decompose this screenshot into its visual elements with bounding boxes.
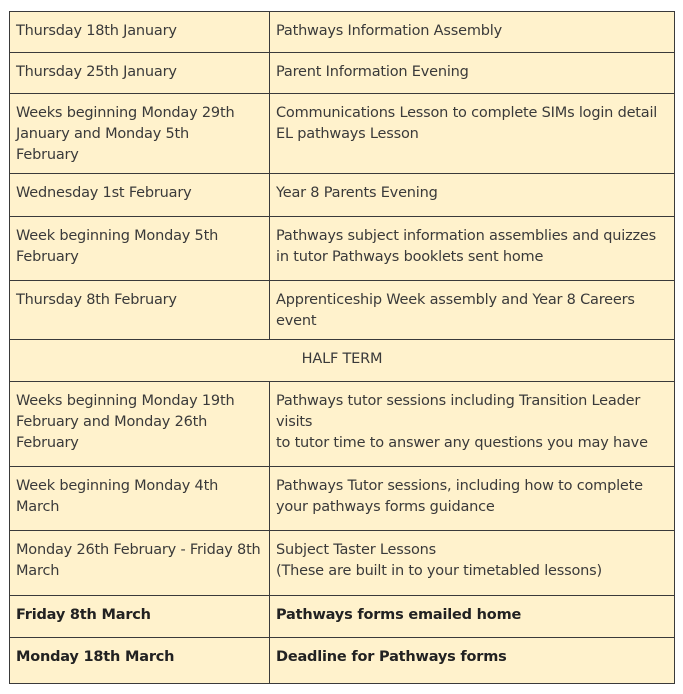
event-cell: Communications Lesson to complete SIMs login detail EL pathways Lesson: [270, 94, 675, 174]
event-cell: Parent Information Evening: [270, 53, 675, 94]
date-cell: Weeks beginning Monday 29th January and Monday 5th February: [10, 94, 270, 174]
table-row: [10, 94, 675, 174]
half-term-label: HALF TERM: [10, 340, 675, 382]
table-row: [10, 596, 675, 638]
event-cell: Pathways tutor sessions including Transition Leader visits to tutor time to answer any questions you may have: [270, 382, 675, 467]
date-cell: Friday 8th March: [10, 596, 270, 638]
date-cell: Week beginning Monday 4th March: [10, 467, 270, 531]
date-cell: Weeks beginning Monday 19th February and Monday 26th February: [10, 382, 270, 467]
event-cell: Year 8 Parents Evening: [270, 174, 675, 217]
date-cell: Wednesday 1st February: [10, 174, 270, 217]
event-cell: Pathways Tutor sessions, including how to complete your pathways forms guidance: [270, 467, 675, 531]
table-row: [10, 174, 675, 217]
event-cell: Apprenticeship Week assembly and Year 8 Careers event: [270, 281, 675, 340]
date-cell: Thursday 25th January: [10, 53, 270, 94]
event-cell: Subject Taster Lessons (These are built in to your timetabled lessons): [270, 531, 675, 596]
date-cell: Monday 18th March: [10, 638, 270, 684]
date-cell: Week beginning Monday 5th February: [10, 217, 270, 281]
table-row: [10, 281, 675, 340]
date-cell: Thursday 8th February: [10, 281, 270, 340]
event-cell: Deadline for Pathways forms: [270, 638, 675, 684]
table-row: [10, 12, 675, 53]
half-term-row: [10, 340, 675, 382]
date-cell: Thursday 18th January: [10, 12, 270, 53]
table-row: [10, 217, 675, 281]
table-row: [10, 638, 675, 684]
table-row: [10, 531, 675, 596]
date-cell: Monday 26th February - Friday 8th March: [10, 531, 270, 596]
event-cell: Pathways forms emailed home: [270, 596, 675, 638]
table-row: [10, 467, 675, 531]
table-row: [10, 382, 675, 467]
table-row: [10, 53, 675, 94]
event-cell: Pathways subject information assemblies and quizzes in tutor Pathways booklets sent home: [270, 217, 675, 281]
pathways-schedule-table: [9, 11, 675, 684]
event-cell: Pathways Information Assembly: [270, 12, 675, 53]
